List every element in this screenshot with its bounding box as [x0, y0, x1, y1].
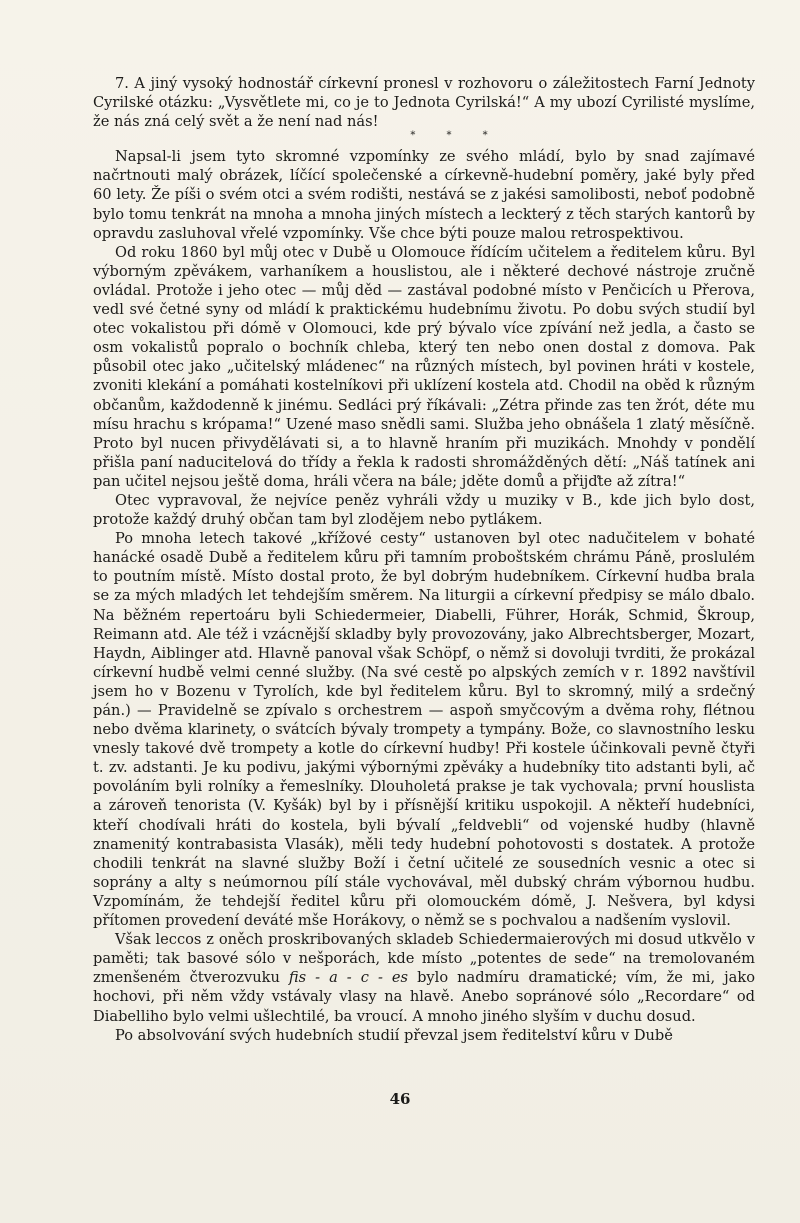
paragraph-father: Od roku 1860 byl můj otec v Dubě u Olomouce řídícím učitelem a ředitelem kůru. Byl výborným zpěvákem, varhaníkem a houslistou, ale i některé dechové nástroje zručně ovládal. Protože i jeho otec — můj děd — zastával podobné místo v Penčicích u Přerova, vedl své četné syny od mládí k praktickému hudebnímu životu. Po dobu svých studií byl otec vokalistou při dómě v Olomouci, kde prý bývalo více zpívání než jedla, a často se osm vokalistů popralo o bochník chleba, který ten nebo onen dostal z domova. Pak působil otec jako „učitelský mládenec“ na různých místech, byl povinen hráti v kostele, zvoniti klekání a pomáhati kostelníkovi při uklízení kostela atd. Chodil na oběd k různým občanům, každodenně k jinému. Sedláci prý říkávali: „Zétra přinde zas ten žrót, déte mu mísu hrachu s krópama!“ Uzené maso snědli sami. Služba jeho obnášela 1 zlatý měsíčně. Proto byl nucen přivydělávati si, a to hlavně hraním při muzikách. Mnohdy v pondělí přišla paní naducitelová do třídy a řekla k radosti shromážděných dětí: „Náš tatínek ani pan učitel nejsou ještě doma, hráli včera na bále; jděte domů a přijďte až zítra!“ — [93, 243, 755, 490]
paragraph-memories-a: Však leccos z oněch proskribovaných skladeb Schiedermaierových mi dosud utkvělo v paměti; tak basové sólo v nešporách, kde místo „potentes de sede“ na tremolovaném zmenšeném čtverozvuku — [93, 931, 755, 987]
page-number: 46 — [389, 1090, 411, 1108]
paragraph-church-music: Po mnoha letech takové „křížové cesty“ ustanoven byl otec nadučitelem v bohaté hanácké osadě Dubě a ředitelem kůru při tamním proboštském chrámu Páně, proslulém to poutním místě. Místo dostal proto, že byl dobrým hudebníkem. Církevní hudba brala se za mých mladých let tehdejším směrem. Na liturgii a církevní předpisy se málo dbalo. Na běžném repertoáru byli Schiedermeier, Diabelli, Führer, Horák, Schmid, Škroup, Reimann atd. Ale též i vzácnější skladby byly provozovány, jako Albrechtsberger, Mozart, Haydn, Aiblinger atd. Hlavně panoval však Schöpf, o němž si dovoluji tvrditi, že prokázal církevní hudbě velmi cenné služby. (Na své cestě po alpských zemích v r. 1892 navštívil jsem ho v Bozenu v Tyrolích, kde byl ředitelem kůru. Byl to skromný, milý a srdečný pán.) — Pravidelně se zpívalo s orchestrem — aspoň smyčcovým a dvěma rohy, flétnou nebo dvěma klarinety, o svátcích bývaly trompety a tympány. Bože, co slavnostního lesku vnesly takové dvě trompety a kotle do církevní hudby! Při kostele účinkovali pevně čtyři t. zv. adstanti. Je ku podivu, jakými výbornými zpěváky a hudebníky tito adstanti byli, ač povoláním byli rolníky a řemeslníky. Dlouholetá prakse je tak vychovala; první houslista a zároveň tenorista (V. Kyšák) byl by i přísnější kritiku uspokojil. A někteří hudebníci, kteří chodívali hráti do kostela, byli bývalí „feldvebli“ od vojenské hudby (hlavně znamenitý kontrabasista Vlasák), měli tedy hudební pohotovosti s dostatek. A protože chodili tenkrát na slavné služby Boží i četní učitelé ze sousedních vesnic a otec si soprány a alty s neúmornou pílí stále vychovával, měl dubský chrám výbornou hudbu. Vzpomínám, že tehdejší ředitel kůru při olomouckém dómě, J. Nešvera, byl kdysi přítomen provedení deváté mše Horákovy, o němž se s pochvalou a nadšením vyslovil. — [93, 530, 755, 930]
section-separator: * * * — [410, 130, 502, 142]
paragraph-last: Po absolvování svých hudebních studií převzal jsem ředitelství kůru v Dubě — [115, 1026, 673, 1044]
chord-notation: fis - a - c - es — [288, 969, 409, 987]
paragraph-money: Otec vypravoval, že nejvíce peněz vyhráli vždy u muziky v B., kde jich bylo dost, protože každý druhý občan tam byl zlodějem nebo pytlákem. — [93, 491, 755, 529]
paragraph-7: 7. A jiný vysoký hodnostář církevní pronesl v rozhovoru o záležitostech Farní Jednoty Cyrilské otázku: „Vysvětlete mi, co je to Jednota Cyrilská!“ A my ubozí Cyrilisté myslíme, že nás zná celý svět a že není nad nás! — [93, 75, 755, 131]
body-text — [93, 74, 755, 1045]
paragraph-intro: Napsal-li jsem tyto skromné vzpomínky ze svého mládí, bylo by snad zajímavé načrtnouti malý obrázek, líčící společenské a církevně-hudební poměry, jaké byly před 60 lety. Že píši o svém otci a svém rodišti, nestává se z jakési samolibosti, neboť podobně bylo tomu tenkrát na mnoha a mnoha jiných místech a leckterý z těch starých kantorů by opravdu zasluhoval vřelé vzpomínky. Vše chce býti pouze malou retrospektivou. — [93, 148, 755, 242]
paragraph-memories-b: bylo nadmíru dramatické; vím, že mi, jako hochovi, při něm vždy vstávaly vlasy na hlavě. Anebo sopránové sólo „Recordare“ od Diabelliho bylo velmi ušlechtilé, ba vroucí. A mnoho jiného slyším v duchu dosud. — [93, 969, 755, 1025]
paragraph-memories — [93, 930, 755, 1025]
